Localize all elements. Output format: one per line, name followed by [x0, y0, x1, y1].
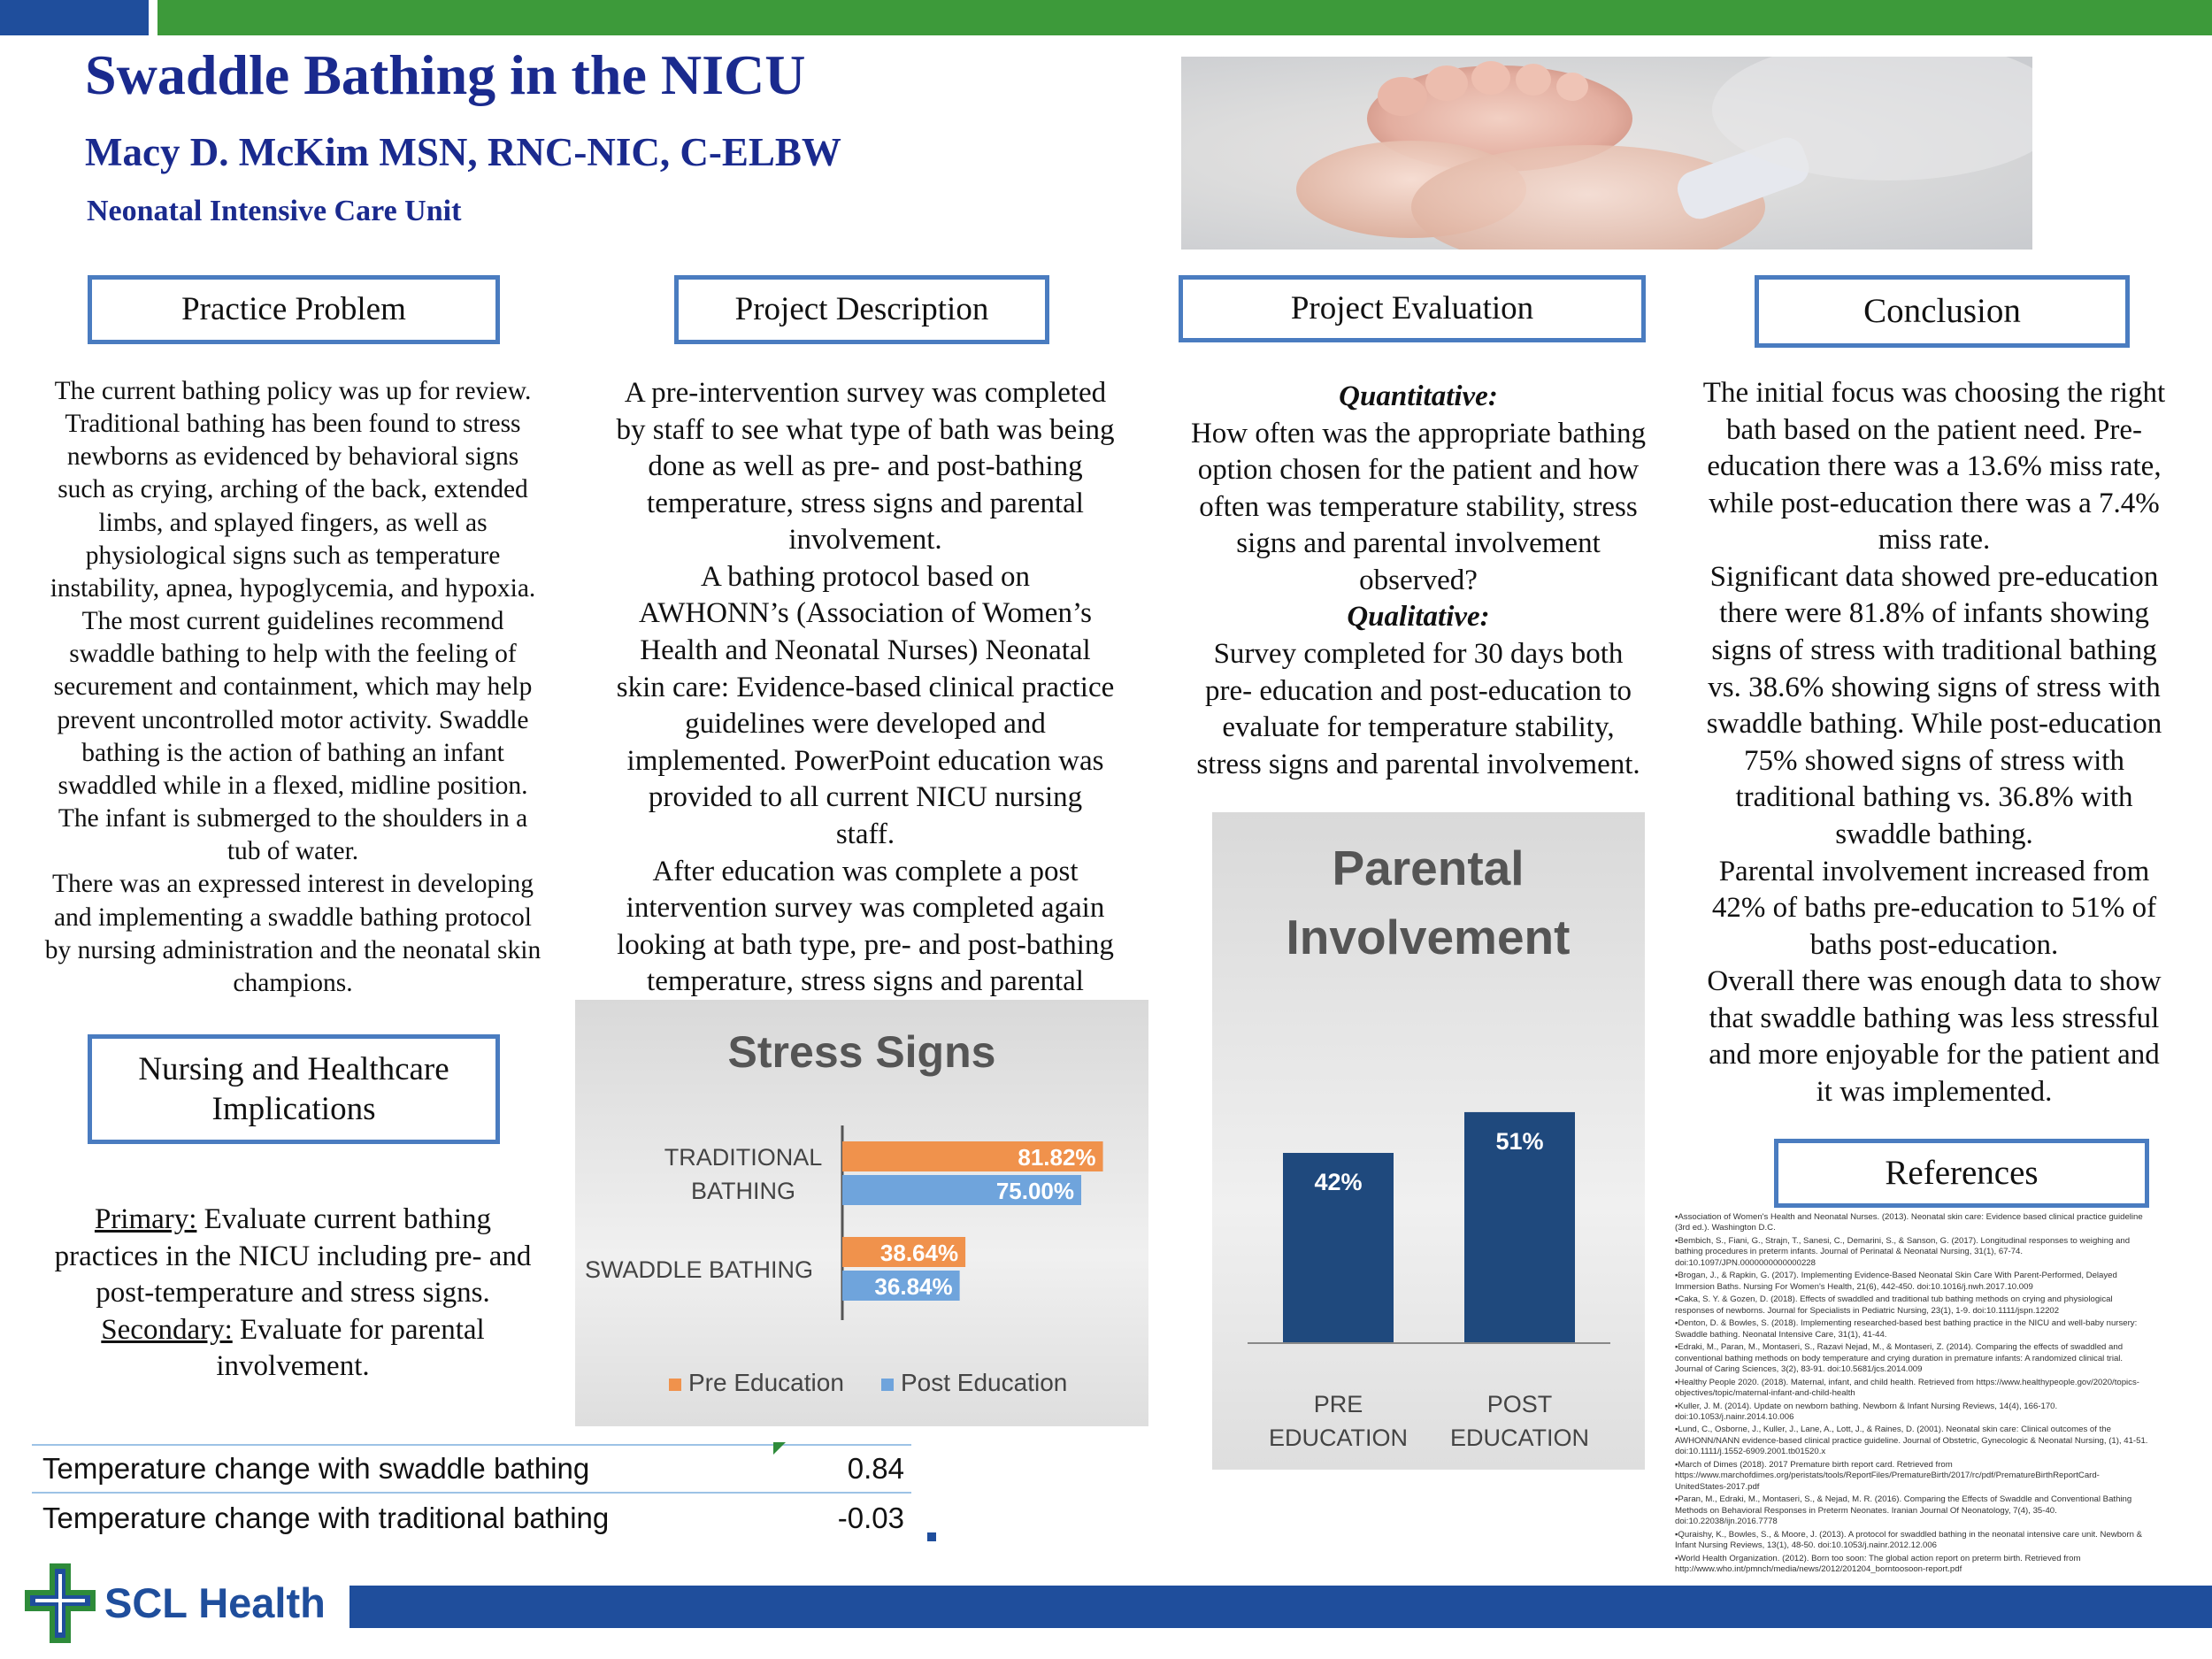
reference-item: ▪Lund, C., Osborne, J., Kuller, J., Lane, A., Lott, J., & Raines, D. (2001). Neonatal skin care: Clinical outcomes of the AWHONN/NANN evidence-based clinical practice guideline. Journal of Obstetric, Gynecologic & Neonatal Nursing, (1), 41-51. doi:10.1111/j.1552-6909.2001.tb01520.x	[1675, 1425, 2148, 1457]
temperature-row-traditional	[32, 1494, 911, 1543]
category-label: POST	[1486, 1391, 1553, 1417]
conclusion-line: education there was a 13.6% miss rate,	[1707, 450, 2162, 483]
conclusion-line: miss rate.	[1878, 524, 1991, 557]
parental-involvement-chart	[1212, 812, 1645, 1470]
data-label: 42%	[1314, 1169, 1363, 1195]
project-evaluation-text	[1166, 379, 1671, 783]
project-description-line: done as well as pre- and post-bathing	[648, 450, 1083, 483]
category-label: PRE	[1313, 1391, 1363, 1417]
stress-signs-chart	[575, 1000, 1148, 1426]
infant-feet-illustration	[1181, 57, 2032, 250]
reference-item: ▪March of Dimes (2018). 2017 Premature birth report card. Retrieved from https://www.marchofdimes.org/peristats/tools/ReportFiles/PrematureBirth/2017/rc/pdf/PrematureBirthReportCard-UnitedStates-2017.pdf	[1675, 1459, 2100, 1492]
conclusion-line: Overall there was enough data to show	[1707, 965, 2162, 998]
project-description-line: temperature, stress signs and parental	[647, 487, 1084, 519]
conclusion-line: it was implemented.	[1816, 1075, 2053, 1108]
chart-title-line: Parental	[1332, 841, 1525, 895]
secondary-line1: Evaluate for parental	[232, 1313, 485, 1346]
secondary-line2: involvement.	[216, 1350, 370, 1383]
heading-references	[1774, 1139, 2149, 1208]
project-description-line: staff.	[835, 818, 895, 850]
legend-swatch	[669, 1379, 681, 1391]
practice-problem-line: tub of water.	[227, 837, 359, 866]
practice-problem-line: bathing is the action of bathing an infant	[81, 738, 504, 767]
heading-project-description-text: Project Description	[734, 291, 989, 328]
practice-problem-line: and implementing a swaddle bathing protocol	[54, 902, 532, 932]
conclusion-line: vs. 38.6% showing signs of stress with	[1708, 671, 2161, 703]
infant-feet-photo	[1181, 57, 2032, 250]
heading-implications-line2: Implications	[211, 1091, 376, 1127]
project-description-line: A pre-intervention survey was completed	[624, 377, 1107, 409]
heading-project-evaluation	[1179, 275, 1646, 342]
stress-signs-svg	[575, 1000, 1148, 1426]
qualitative-line: pre- education and post-education to	[1205, 674, 1632, 707]
temperature-row-traditional-label: Temperature change with traditional bathing	[42, 1502, 610, 1534]
reference-item: ▪Paran, M., Edraki, M., Montaseri, S., & Nejad, M. R. (2016). Comparing the Effects of Swaddle and Conventional Bathing Methods on Behavioral Responses in Preterm Neonates. Iranian Journal Of Neonatology, 7(4), 35-40. doi:10.22038/ijn.2016.7778	[1675, 1494, 2132, 1527]
conclusion-line: 75% showed signs of stress with	[1744, 744, 2124, 777]
temperature-row-swaddle-value: 0.84	[847, 1452, 904, 1485]
temperature-table	[32, 1444, 911, 1543]
conclusion-line: 42% of baths pre-education to 51% of	[1711, 892, 2157, 925]
project-description-line: Health and Neonatal Nurses) Neonatal	[640, 634, 1091, 667]
project-description-line: intervention survey was completed again	[626, 892, 1105, 925]
practice-problem-line: by nursing administration and the neonatal skin	[44, 935, 541, 964]
conclusion-line: swaddle bathing.	[1835, 818, 2033, 850]
poster-unit: Neonatal Intensive Care Unit	[87, 195, 462, 227]
conclusion-line: traditional bathing vs. 36.8% with	[1735, 781, 2133, 814]
reference-item: ▪Bembich, S., Fiani, G., Strajn, T., Sanesi, C., Demarini, S., & Sanson, G. (2017). Longitudinal responses to weighing and bathing procedures in preterm infants. Journal of Perinatal & Neonatal Nursing, 31(1), 67-74. doi:10.1097/JPN.0000000000000228	[1675, 1235, 2131, 1268]
practice-problem-line: Traditional bathing has been found to stress	[65, 410, 521, 439]
category-label: SWADDLE BATHING	[584, 1256, 814, 1283]
chart-title: Stress Signs	[727, 1027, 996, 1077]
data-label: 38.64%	[879, 1240, 959, 1266]
heading-practice-problem-text: Practice Problem	[181, 291, 406, 328]
project-description-line: implemented. PowerPoint education was	[626, 744, 1104, 777]
conclusion-line: there were 81.8% of infants showing	[1719, 597, 2149, 630]
quantitative-label: Quantitative:	[1339, 380, 1498, 412]
project-description-line: guidelines were developed and	[685, 708, 1046, 741]
implications-text	[18, 1202, 568, 1386]
practice-problem-line: champions.	[233, 968, 353, 997]
primary-line3: post-temperature and stress signs.	[96, 1277, 490, 1310]
project-description-line: temperature, stress signs and parental	[647, 965, 1084, 998]
bottom-bar	[349, 1586, 2212, 1628]
reference-item: ▪Healthy People 2020. (2018). Maternal, infant, and child health. Retrieved from https://www.healthypeople.gov/2020/topics-objectives/topic/maternal-infant-and-child-health	[1675, 1377, 2139, 1399]
primary-label: Primary:	[94, 1203, 197, 1235]
quantitative-lines	[1166, 416, 1671, 600]
data-label: 36.84%	[874, 1273, 953, 1300]
logo-text: SCL Health	[104, 1579, 326, 1626]
scl-health-logo	[25, 1559, 343, 1647]
category-label: EDUCATION	[1268, 1425, 1409, 1451]
temperature-row-swaddle-label: Temperature change with swaddle bathing	[42, 1452, 590, 1485]
reference-item: ▪Association of Women's Health and Neonatal Nurses. (2013). Neonatal skin care: Evidence based clinical practice guideline (3rd ed.). Washington D.C.	[1675, 1212, 2143, 1233]
conclusion-line: that swaddle bathing was less stressful	[1709, 1002, 2160, 1034]
practice-problem-line: newborns as evidenced by behavioral signs	[66, 442, 519, 472]
primary-line2: practices in the NICU including pre- and	[54, 1240, 532, 1272]
heading-conclusion-text: Conclusion	[1863, 292, 2021, 331]
project-description-line: AWHONN’s (Association of Women’s	[639, 597, 1092, 630]
conclusion-text	[1671, 375, 2198, 1111]
project-description-line: skin care: Evidence-based clinical practice	[616, 671, 1115, 703]
references-list	[1675, 1212, 2148, 1601]
project-description-line: A bathing protocol based on	[700, 560, 1031, 593]
data-label: 51%	[1495, 1127, 1544, 1155]
primary-line1: Evaluate current bathing	[196, 1203, 492, 1235]
heading-implications-line1: Nursing and Healthcare	[138, 1050, 449, 1087]
category-label: TRADITIONAL	[664, 1144, 823, 1171]
qualitative-line: Survey completed for 30 days both	[1213, 638, 1624, 671]
heading-references-text: References	[1885, 1154, 2039, 1193]
conclusion-line: bath based on the patient need. Pre-	[1725, 413, 2143, 446]
conclusion-line: Parental involvement increased from	[1718, 855, 2150, 887]
reference-item: ▪Caka, S. Y. & Gozen, D. (2018). Effects of swaddled and traditional tub bathing methods on crying and physiological responses of newborns. Journal for Specialists in Pediatric Nursing, 23(1), 1-9. doi:10.1111/jspn.12202	[1675, 1294, 2113, 1316]
qualitative-line: stress signs and parental involvement.	[1196, 748, 1640, 780]
project-description-line: provided to all current NICU nursing	[648, 781, 1083, 814]
cell-indicator-icon	[773, 1442, 786, 1455]
practice-problem-line: swaddled while in a flexed, midline position.	[58, 771, 528, 800]
practice-problem-line: such as crying, arching of the back, extended	[58, 475, 528, 504]
qualitative-line: evaluate for temperature stability,	[1222, 711, 1615, 744]
reference-item: ▪Denton, D. & Bowles, S. (2018). Implementing researched-based best bathing practice in the NICU and well-baby nursery: Swaddle bathing. Neonatal Intensive Care, 31(1), 41-44.	[1675, 1318, 2138, 1340]
project-description-line: by staff to see what type of bath was being	[616, 413, 1115, 446]
reference-item: ▪Brogan, J., & Rapkin, G. (2017). Implementing Evidence-Based Neonatal Skin Care With Parent-Performed, Delayed Immersion Baths. Nursing For Women's Health, 21(6), 442-450. doi:10.1016/j.nwh.2017.10.009	[1675, 1271, 2117, 1292]
practice-problem-line: securement and containment, which may help	[53, 672, 533, 702]
data-label: 75.00%	[995, 1178, 1074, 1204]
heading-project-description	[674, 275, 1049, 344]
quantitative-line: signs and parental involvement	[1236, 527, 1601, 560]
top-bar-green	[157, 0, 2212, 35]
parental-involvement-svg	[1212, 812, 1645, 1470]
conclusion-line: while post-education there was a 7.4%	[1709, 487, 2160, 519]
practice-problem-line: There was an expressed interest in developing	[52, 870, 534, 899]
practice-problem-line: physiological signs such as temperature	[85, 541, 501, 570]
heading-conclusion	[1755, 275, 2130, 348]
data-label: 81.82%	[1018, 1144, 1096, 1171]
conclusion-line: swaddle bathing. While post-education	[1706, 708, 2162, 741]
project-description-line: involvement.	[788, 524, 942, 557]
legend-label: Pre Education	[688, 1369, 844, 1396]
reference-item: ▪Kuller, J. M. (2014). Update on newborn bathing. Newborn & Infant Nursing Reviews, 14(4), 166-170. doi:10.1053/j.nainr.2014.10.006	[1675, 1401, 2058, 1422]
heading-project-evaluation-text: Project Evaluation	[1290, 290, 1534, 327]
practice-problem-text	[18, 375, 568, 1000]
category-label: EDUCATION	[1449, 1425, 1590, 1451]
fill-handle-icon	[927, 1532, 936, 1541]
conclusion-line: baths post-education.	[1809, 928, 2059, 961]
conclusion-line: signs of stress with traditional bathing	[1711, 634, 2157, 667]
qualitative-label: Qualitative:	[1347, 601, 1490, 634]
project-description-line: looking at bath type, pre- and post-bathing	[617, 928, 1114, 961]
quantitative-line: observed?	[1359, 564, 1478, 596]
poster-title: Swaddle Bathing in the NICU	[85, 43, 806, 106]
practice-problem-line: limbs, and splayed fingers, as well as	[98, 508, 488, 537]
practice-problem-line: The current bathing policy was up for review.	[54, 377, 532, 405]
reference-item: ▪Quraishy, K., Bowles, S., & Moore, J. (2013). A protocol for swaddled bathing in the neonatal intensive care unit. Newborn & Infant Nursing Reviews, 13(1), 48-50. doi:10.1053/j.nainr.2012.12.006	[1675, 1529, 2142, 1551]
reference-item: ▪Edraki, M., Paran, M., Montaseri, S., Razavi Nejad, M., & Montaseri, Z. (2014). Comparing the effects of swaddled and conventional bathing methods on body temperature and crying duration in premature infants: A randomized clinical trial. Journal of Caring Sciences, 3(2), 83-91. doi:10.5681/jcs.2014.009	[1675, 1342, 2124, 1375]
plus-cross-icon	[25, 1563, 96, 1643]
practice-problem-line: The infant is submerged to the shoulders in a	[58, 804, 528, 833]
quantitative-line: How often was the appropriate bathing	[1190, 417, 1647, 449]
project-description-line: After education was complete a post	[652, 855, 1079, 887]
reference-item: ▪World Health Organization. (2012). Born too soon: The global action report on preterm birth. Retrieved from http://www.who.int/pmnch/media/news/2012/201204_borntoosoon-report.pdf	[1675, 1553, 2081, 1575]
top-bar-blue	[0, 0, 149, 35]
secondary-label: Secondary:	[101, 1313, 233, 1346]
conclusion-line: and more enjoyable for the patient and	[1709, 1039, 2160, 1071]
category-label: BATHING	[690, 1178, 796, 1204]
conclusion-line: Significant data showed pre-education	[1709, 560, 2159, 593]
heading-practice-problem	[88, 275, 500, 344]
practice-problem-line: swaddle bathing to help with the feeling of	[69, 640, 517, 669]
practice-problem-line: The most current guidelines recommend	[81, 607, 504, 636]
heading-implications	[88, 1034, 500, 1144]
practice-problem-line: instability, apnea, hypoglycemia, and hypoxia.	[50, 573, 536, 603]
quantitative-line: often was temperature stability, stress	[1199, 490, 1638, 523]
legend-swatch	[881, 1379, 894, 1391]
chart-title-line: Involvement	[1286, 910, 1571, 964]
practice-problem-line: prevent uncontrolled motor activity. Swaddle	[57, 705, 529, 734]
poster-author: Macy D. McKim MSN, RNC-NIC, C-ELBW	[85, 130, 841, 174]
conclusion-line: The initial focus was choosing the right	[1702, 377, 2166, 409]
temperature-row-traditional-value: -0.03	[837, 1502, 904, 1534]
qualitative-lines	[1166, 636, 1671, 783]
legend-label: Post Education	[901, 1369, 1068, 1396]
quantitative-line: option chosen for the patient and how	[1197, 454, 1640, 487]
project-description-text	[591, 375, 1140, 1000]
